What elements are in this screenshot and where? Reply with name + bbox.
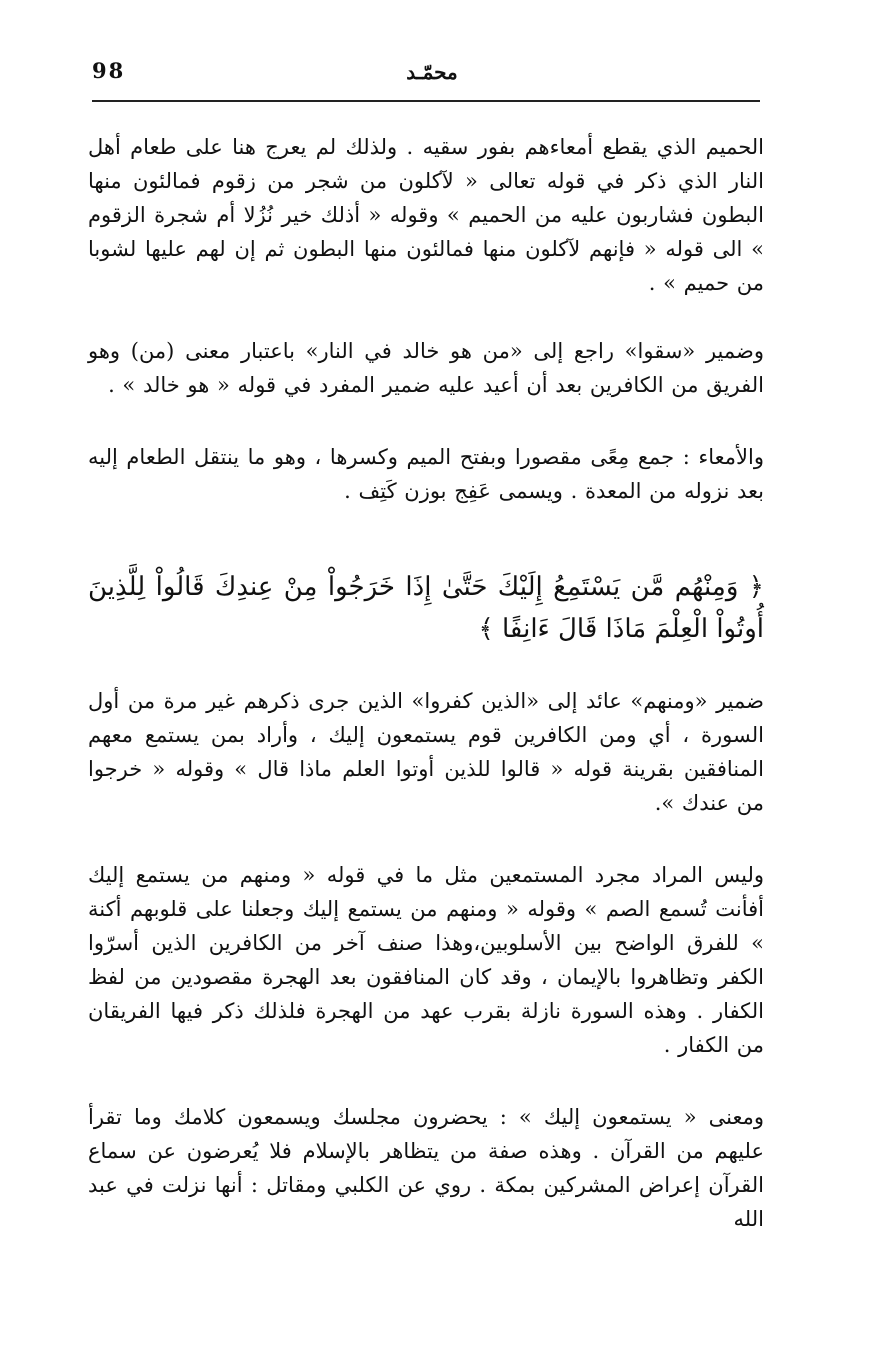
commentary-paragraph-listeners: وليس المراد مجرد المستمعين مثل ما في قوله « ومنهم من يستمع إليك أفأنت تُسمع الصم » وقوله « ومنهم من يستمع إليك وجعلنا على قلوبهم أكنة » للفرق الواضح بين الأسلوبين،وهذا صنف آخر من الكافرين الذين أسرّوا الكفر وتظاهروا بالإيمان ، وقد كان المنافقون بعد الهجرة مقصودين من لفظ الكفار . وهذه السورة نازلة بقرب عهد من الهجرة فلذلك ذكر فيها الفريقان من الكفار . (88, 863, 764, 1057)
paragraph-amaa: والأمعاء : جمع مِعًى مقصورا وبفتح الميم وكسرها ، وهو ما ينتقل الطعام إليه بعد نزوله من المعدة . ويسمى عَفِج بوزن كَتِف . (88, 445, 764, 503)
commentary-paragraph-pronoun: ضمير «ومنهم» عائد إلى «الذين كفروا» الذين جرى ذكرهم غير مرة من أول السورة ، أي ومن الكافرين قوم يستمعون إليك ، وأراد بمن يستمع معهم المنافقين بقرينة قوله « قالوا للذين أوتوا العلم ماذا قال » وقوله « خرجوا من عندك ». (88, 689, 764, 815)
quran-verse: ﴿ وَمِنْهُم مَّن يَسْتَمِعُ إِلَيْكَ حَتَّىٰ إِذَا خَرَجُواْ مِنْ عِندِكَ قَالُواْ لِلَّذِينَ أُوتُواْ الْعِلْمَ مَاذَا قَالَ ءَانِفًا ﴾ (88, 572, 764, 644)
paragraph-saqu: وضمير «سقوا» راجع إلى «من هو خالد في النار» باعتبار معنى (من) وهو الفريق من الكافرين بعد أن أعيد عليه ضمير المفرد في قوله « هو خالد » . (88, 339, 764, 397)
page-body (88, 130, 764, 1274)
header-rule (92, 100, 760, 102)
commentary-paragraph-meaning: ومعنى « يستمعون إليك » : يحضرون مجلسك ويسمعون كلامك وما تقرأ عليهم من القرآن . وهذه صفة من يتظاهر بالإسلام فلا يُعرضون عن سماع القرآن إعراض المشركين بمكة . روي عن الكلبي ومقاتل : أنها نزلت في عبد الله (88, 1105, 764, 1231)
page-number: 98 (92, 58, 126, 83)
page-header (92, 58, 760, 98)
running-title: محمّـد (406, 60, 458, 84)
paragraph-hamim: الحميم الذي يقطع أمعاءهم بفور سقيه . ولذلك لم يعرج هنا على طعام أهل النار الذي ذكر في قوله تعالى « لآكلون من شجر من زقوم فمالئون منها البطون فشاربون عليه من الحميم » وقوله « أذلك خير نُزُلا أم شجرة الزقوم » الى قوله « فإنهم لآكلون منها فمالئون منها البطون ثم إن لهم عليها لشوبا من حميم » . (88, 135, 764, 295)
